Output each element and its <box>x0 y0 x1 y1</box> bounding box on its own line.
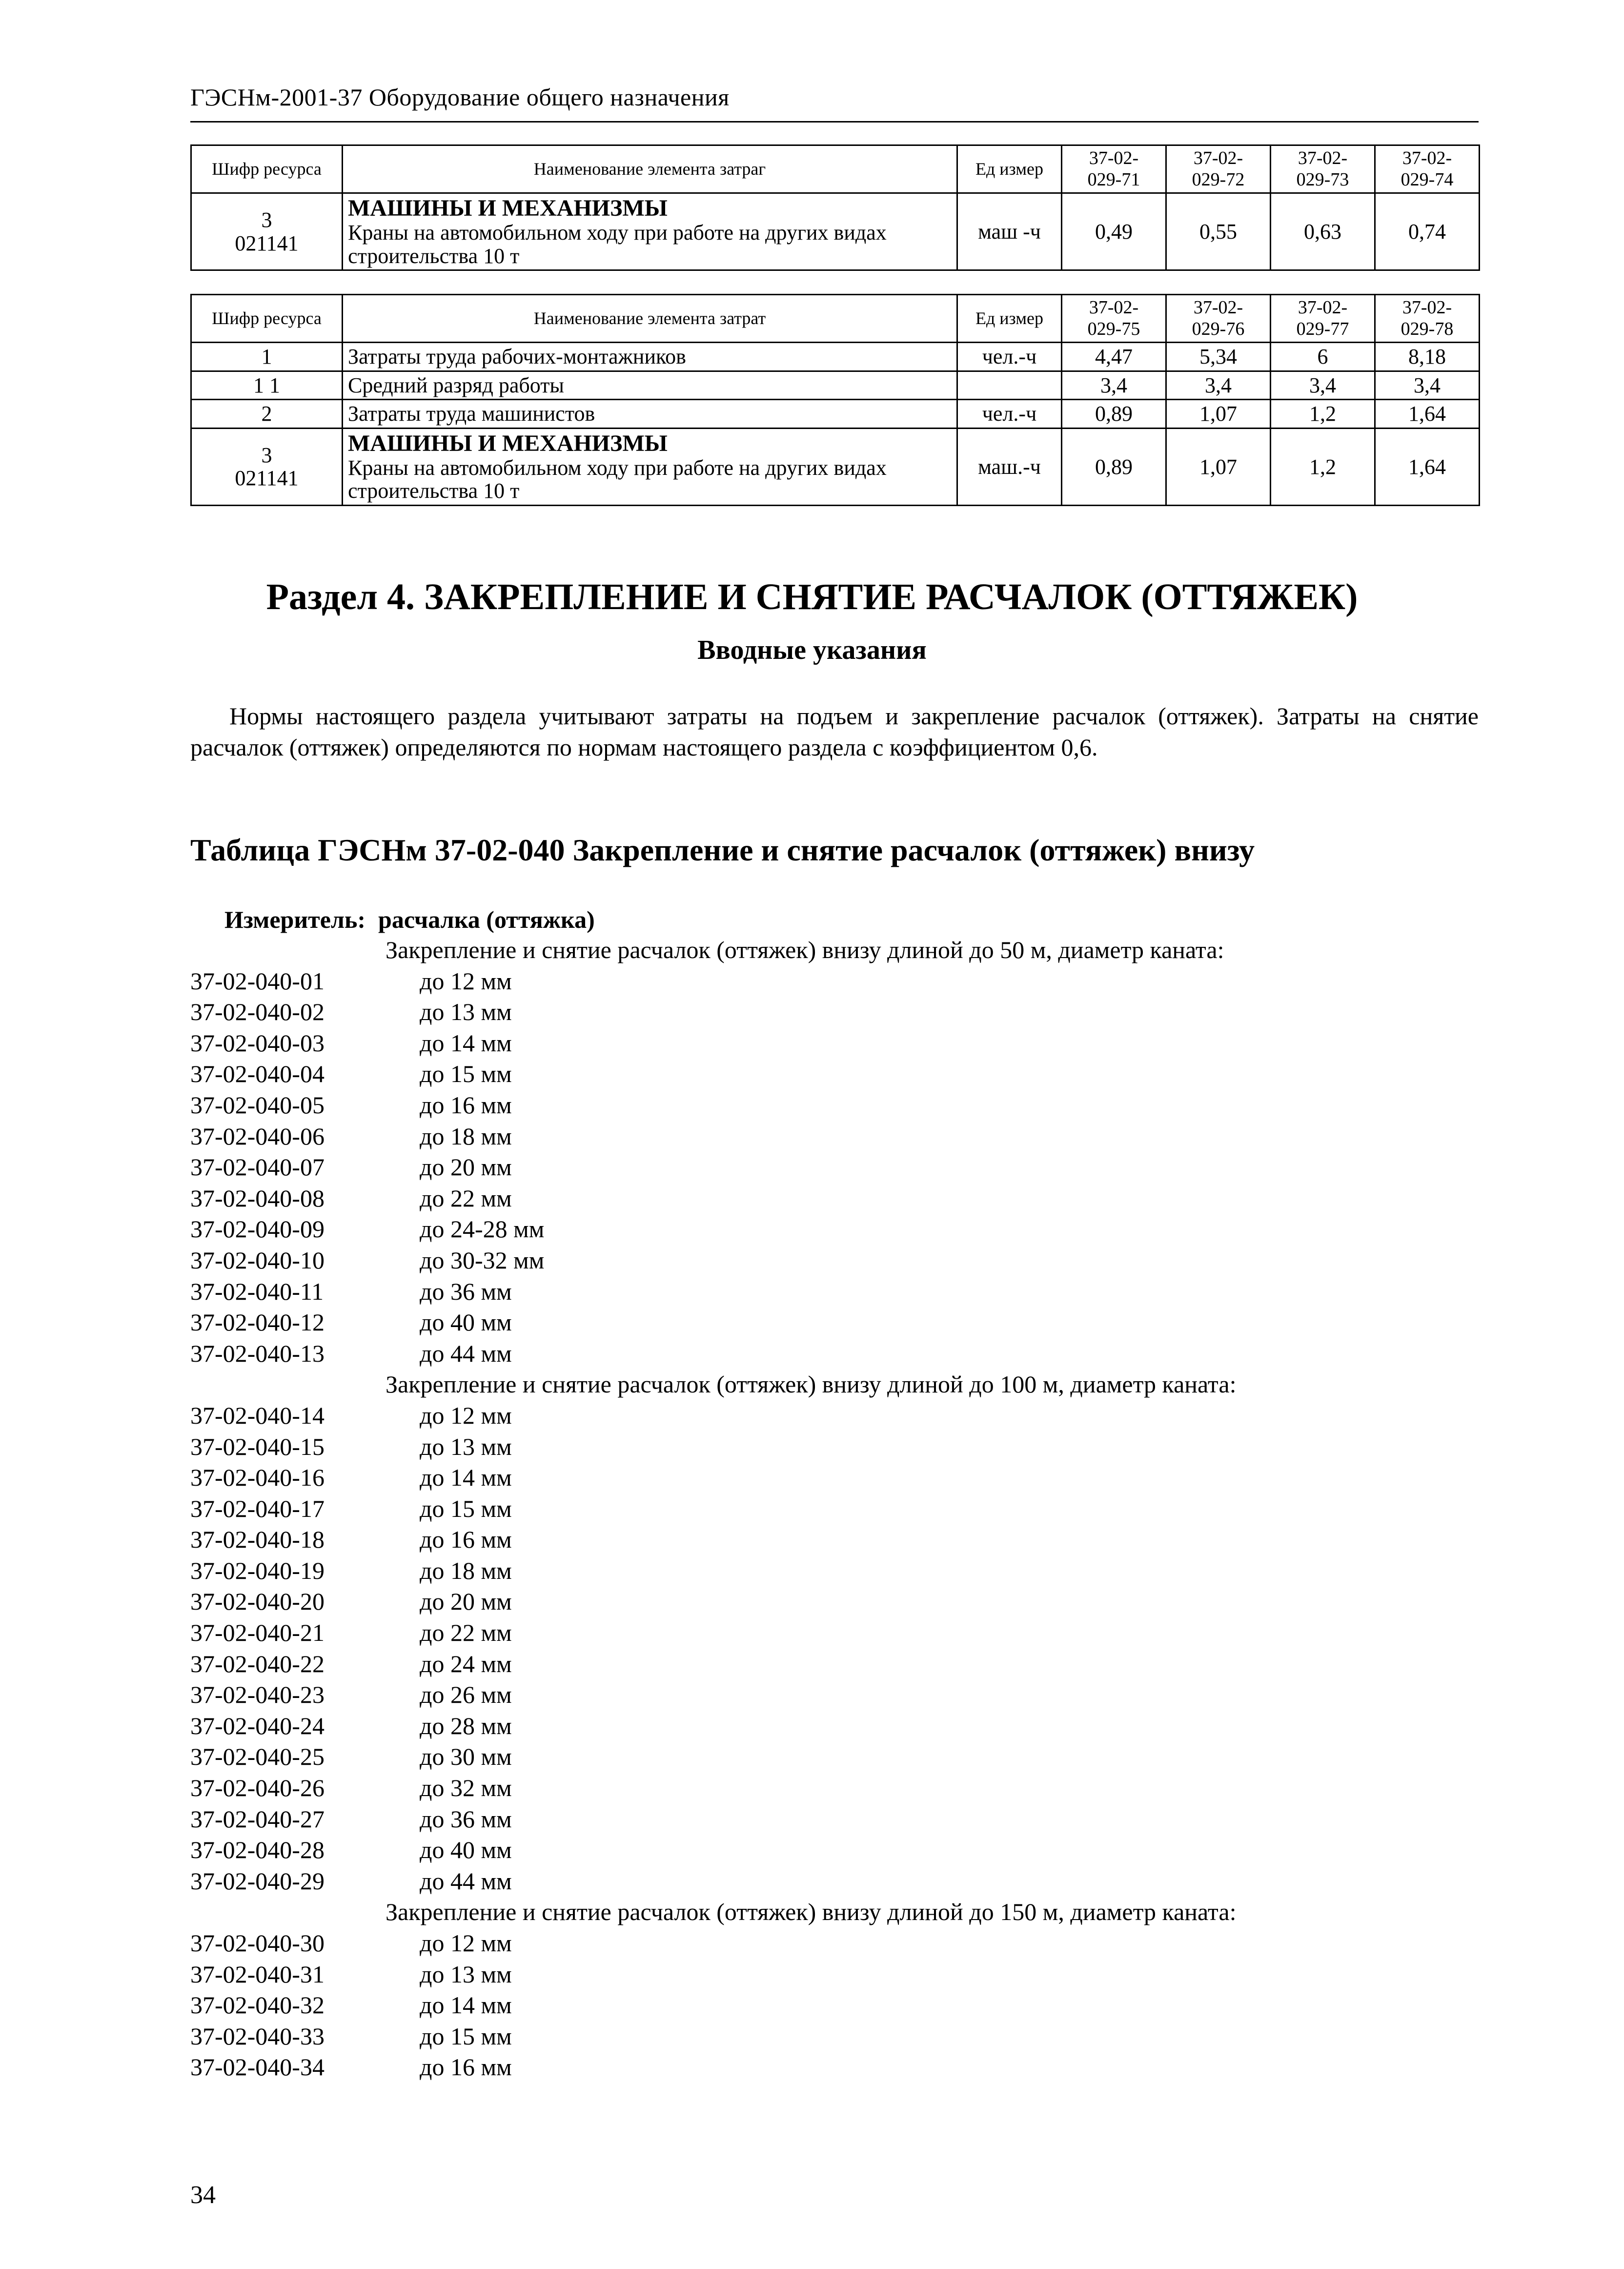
norm-description: до 30 мм <box>420 1743 512 1771</box>
intro-paragraph: Нормы настоящего раздела учитывают затраты на подъем и закрепление расчалок (оттяжек). Затраты на снятие расчалок (оттяжек) определяются по нормам настоящего раздела с коэффициентом 0,6. <box>190 702 1479 761</box>
norm-code: 37-02-040-23 <box>190 1681 325 1709</box>
list-item <box>0 1679 1624 1711</box>
norm-description: до 15 мм <box>420 1060 512 1088</box>
resource-value: 0,89 <box>1062 400 1166 429</box>
group-heading: Закрепление и снятие расчалок (оттяжек) внизу длиной до 50 м, диаметр каната: <box>386 936 1224 963</box>
norm-code: 37-02-040-06 <box>190 1122 325 1150</box>
list-item <box>0 1555 1624 1587</box>
resource-name-text: Краны на автомобильном ходу при работе на других видах строительства 10 т <box>348 455 887 503</box>
norm-description: до 44 мм <box>420 1339 512 1367</box>
resource-group-heading: МАШИНЫ И МЕХАНИЗМЫ <box>348 195 668 222</box>
norm-code: 37-02-040-27 <box>190 1805 325 1833</box>
resource-value: 0,63 <box>1271 193 1375 270</box>
resource-unit: маш -ч <box>957 193 1062 270</box>
group-heading: Закрепление и снятие расчалок (оттяжек) внизу длиной до 150 м, диаметр каната: <box>386 1898 1237 1926</box>
list-item <box>0 1338 1624 1370</box>
norm-code: 37-02-040-14 <box>190 1401 325 1429</box>
table-row <box>191 193 1480 270</box>
norm-description: до 12 мм <box>420 1401 512 1429</box>
norm-description: до 14 мм <box>420 1991 512 2019</box>
norm-code: 37-02-040-28 <box>190 1836 325 1864</box>
norm-code: 37-02-040-31 <box>190 1960 325 1988</box>
header-col <box>1062 295 1166 343</box>
list-item <box>0 1928 1624 1959</box>
norm-code: 37-02-040-11 <box>190 1277 324 1305</box>
list-item <box>0 1183 1624 1214</box>
resource-value: 3,4 <box>1375 371 1480 400</box>
norm-code: 37-02-040-32 <box>190 1991 325 2019</box>
measure-line <box>224 905 595 934</box>
norm-code: 37-02-040-16 <box>190 1464 325 1492</box>
table-row <box>191 428 1480 505</box>
group-heading-line <box>0 1897 1624 1928</box>
resource-value: 0,89 <box>1062 428 1166 505</box>
norm-description: до 22 мм <box>420 1184 512 1212</box>
measure-value: расчалка (оттяжка) <box>378 906 595 933</box>
norm-code: 37-02-040-10 <box>190 1246 325 1274</box>
norm-code: 37-02-040-20 <box>190 1588 325 1615</box>
norm-code: 37-02-040-12 <box>190 1308 325 1336</box>
section-subtitle: Вводные указания <box>697 635 927 665</box>
list-item <box>0 1866 1624 1897</box>
norm-description: до 15 мм <box>420 2022 512 2050</box>
norm-code: 37-02-040-13 <box>190 1339 325 1367</box>
header-col <box>1271 145 1375 193</box>
norm-description: до 18 мм <box>420 1556 512 1584</box>
table-row <box>191 343 1480 371</box>
list-item <box>0 1617 1624 1649</box>
header-col-text: 37-02- 029-76 <box>1192 297 1245 339</box>
list-item <box>0 1121 1624 1152</box>
norm-code: 37-02-040-01 <box>190 967 325 995</box>
resource-value: 3,4 <box>1271 371 1375 400</box>
resource-group-heading: МАШИНЫ И МЕХАНИЗМЫ <box>348 430 668 456</box>
list-item <box>0 1959 1624 1990</box>
table-header-row <box>191 295 1480 343</box>
norm-description: до 14 мм <box>420 1029 512 1057</box>
norm-code: 37-02-040-15 <box>190 1432 325 1460</box>
list-item <box>0 1835 1624 1866</box>
norm-code: 37-02-040-25 <box>190 1743 325 1771</box>
resource-code: 1 1 <box>191 371 343 400</box>
header-col <box>1166 145 1271 193</box>
norm-description: до 18 мм <box>420 1122 512 1150</box>
norm-description: до 24-28 мм <box>420 1215 545 1243</box>
table-header-row <box>191 145 1480 193</box>
running-header: ГЭСНм-2001-37 Оборудование общего назначения <box>190 83 730 111</box>
header-col-text: 37-02- 029-77 <box>1296 297 1349 339</box>
list-item <box>0 1741 1624 1773</box>
list-item <box>0 1493 1624 1525</box>
norm-description: до 14 мм <box>420 1464 512 1492</box>
list-item <box>0 1990 1624 2021</box>
norm-code: 37-02-040-02 <box>190 998 325 1026</box>
list-item <box>0 1524 1624 1555</box>
norm-description: до 12 мм <box>420 967 512 995</box>
list-item <box>0 1462 1624 1493</box>
norm-description: до 16 мм <box>420 2053 512 2081</box>
list-item <box>0 1276 1624 1308</box>
list-item <box>0 1711 1624 1742</box>
norm-description: до 20 мм <box>420 1153 512 1181</box>
header-col <box>1271 295 1375 343</box>
norm-description: до 36 мм <box>420 1277 512 1305</box>
norm-code: 37-02-040-21 <box>190 1619 325 1647</box>
table-row <box>191 371 1480 400</box>
header-code: Шифр ресурса <box>191 145 343 193</box>
list-item <box>0 1431 1624 1463</box>
resource-value: 1,64 <box>1375 428 1480 505</box>
norm-code: 37-02-040-03 <box>190 1029 325 1057</box>
resource-value: 4,47 <box>1062 343 1166 371</box>
resource-code: 2 <box>191 400 343 429</box>
resource-name: Затраты труда машинистов <box>343 400 957 429</box>
resource-name <box>343 428 957 505</box>
norm-description: до 28 мм <box>420 1712 512 1739</box>
list-item <box>0 1214 1624 1245</box>
norm-description: до 24 мм <box>420 1650 512 1677</box>
header-unit: Ед измер <box>957 145 1062 193</box>
list-item <box>0 1152 1624 1183</box>
resource-name-text: Краны на автомобильном ходу при работе на других видах строительства 10 т <box>348 221 887 268</box>
list-item <box>0 1090 1624 1121</box>
resource-value: 1,07 <box>1166 400 1271 429</box>
resource-value: 1,2 <box>1271 400 1375 429</box>
group-heading-line <box>0 1369 1624 1400</box>
list-item <box>0 1028 1624 1059</box>
resource-value: 1,64 <box>1375 400 1480 429</box>
norm-code: 37-02-040-24 <box>190 1712 325 1739</box>
list-item <box>0 1649 1624 1680</box>
norm-code: 37-02-040-04 <box>190 1060 325 1088</box>
resource-code: 1 <box>191 343 343 371</box>
list-item <box>0 1804 1624 1835</box>
resource-code <box>191 428 343 505</box>
header-code: Шифр ресурса <box>191 295 343 343</box>
resource-value: 0,74 <box>1375 193 1480 270</box>
norm-code: 37-02-040-05 <box>190 1091 325 1119</box>
norm-description: до 16 мм <box>420 1526 512 1554</box>
norm-code: 37-02-040-09 <box>190 1215 325 1243</box>
norm-description: до 44 мм <box>420 1867 512 1895</box>
norm-code: 37-02-040-18 <box>190 1526 325 1554</box>
resource-value: 6 <box>1271 343 1375 371</box>
norm-description: до 20 мм <box>420 1588 512 1615</box>
resource-name <box>343 193 957 270</box>
norm-description: до 36 мм <box>420 1805 512 1833</box>
table-row <box>191 400 1480 429</box>
norm-list <box>0 935 1624 2083</box>
header-col <box>1375 295 1480 343</box>
list-item <box>0 2052 1624 2083</box>
header-col-text: 37-02- 029-75 <box>1087 297 1140 339</box>
header-col-text: 37-02- 029-74 <box>1401 148 1454 190</box>
resource-unit: чел.-ч <box>957 343 1062 371</box>
group-heading: Закрепление и снятие расчалок (оттяжек) внизу длиной до 100 м, диаметр каната: <box>386 1370 1237 1398</box>
header-col <box>1375 145 1480 193</box>
header-col-text: 37-02- 029-71 <box>1087 148 1140 190</box>
list-item <box>0 966 1624 997</box>
resource-unit: маш.-ч <box>957 428 1062 505</box>
resource-code-text: 3 021141 <box>235 443 299 491</box>
page-number: 34 <box>190 2181 216 2209</box>
group-heading-line <box>0 935 1624 966</box>
resource-value: 5,34 <box>1166 343 1271 371</box>
norm-description: до 30-32 мм <box>420 1246 545 1274</box>
resource-value: 0,55 <box>1166 193 1271 270</box>
measure-label: Измеритель: <box>224 906 366 933</box>
norm-description: до 13 мм <box>420 1432 512 1460</box>
header-col <box>1166 295 1271 343</box>
resource-name: Затраты труда рабочих-монтажников <box>343 343 957 371</box>
norm-code: 37-02-040-30 <box>190 1929 325 1957</box>
resource-code-text: 3 021141 <box>235 208 299 255</box>
header-col-text: 37-02- 029-73 <box>1296 148 1349 190</box>
list-item <box>0 1245 1624 1276</box>
norm-description: до 40 мм <box>420 1308 512 1336</box>
norm-code: 37-02-040-33 <box>190 2022 325 2050</box>
norm-code: 37-02-040-19 <box>190 1556 325 1584</box>
resource-name: Средний разряд работы <box>343 371 957 400</box>
header-unit: Ед измер <box>957 295 1062 343</box>
norm-code: 37-02-040-17 <box>190 1494 325 1522</box>
list-item <box>0 1400 1624 1431</box>
list-item <box>0 1307 1624 1338</box>
list-item <box>0 1059 1624 1090</box>
resource-value: 8,18 <box>1375 343 1480 371</box>
resource-table-1 <box>190 144 1480 271</box>
norm-description: до 26 мм <box>420 1681 512 1709</box>
norm-description: до 40 мм <box>420 1836 512 1864</box>
section-title: Раздел 4. ЗАКРЕПЛЕНИЕ И СНЯТИЕ РАСЧАЛОК (ОТТЯЖЕК) <box>266 576 1358 617</box>
list-item <box>0 997 1624 1028</box>
header-name: Наименование элемента затрат <box>343 295 957 343</box>
header-col <box>1062 145 1166 193</box>
resource-unit: чел.-ч <box>957 400 1062 429</box>
norm-code: 37-02-040-08 <box>190 1184 325 1212</box>
list-item <box>0 1773 1624 1804</box>
norm-description: до 13 мм <box>420 998 512 1026</box>
header-col-text: 37-02- 029-72 <box>1192 148 1245 190</box>
resource-unit <box>957 371 1062 400</box>
resource-value: 1,2 <box>1271 428 1375 505</box>
norm-description: до 15 мм <box>420 1494 512 1522</box>
resource-value: 3,4 <box>1062 371 1166 400</box>
norm-code: 37-02-040-07 <box>190 1153 325 1181</box>
header-rule <box>190 121 1479 123</box>
resource-value: 3,4 <box>1166 371 1271 400</box>
norm-code: 37-02-040-26 <box>190 1774 325 1802</box>
resource-value: 1,07 <box>1166 428 1271 505</box>
norm-code: 37-02-040-29 <box>190 1867 325 1895</box>
norm-description: до 16 мм <box>420 1091 512 1119</box>
resource-table-2 <box>190 294 1480 506</box>
norm-description: до 22 мм <box>420 1619 512 1647</box>
norm-description: до 13 мм <box>420 1960 512 1988</box>
norm-description: до 12 мм <box>420 1929 512 1957</box>
norm-code: 37-02-040-22 <box>190 1650 325 1677</box>
norm-code: 37-02-040-34 <box>190 2053 325 2081</box>
list-item <box>0 2021 1624 2052</box>
norm-table-title: Таблица ГЭСНм 37-02-040 Закрепление и снятие расчалок (оттяжек) внизу <box>190 833 1255 867</box>
header-name: Наименование элемента затраг <box>343 145 957 193</box>
header-col-text: 37-02- 029-78 <box>1401 297 1454 339</box>
resource-value: 0,49 <box>1062 193 1166 270</box>
resource-code <box>191 193 343 270</box>
list-item <box>0 1586 1624 1617</box>
norm-description: до 32 мм <box>420 1774 512 1802</box>
